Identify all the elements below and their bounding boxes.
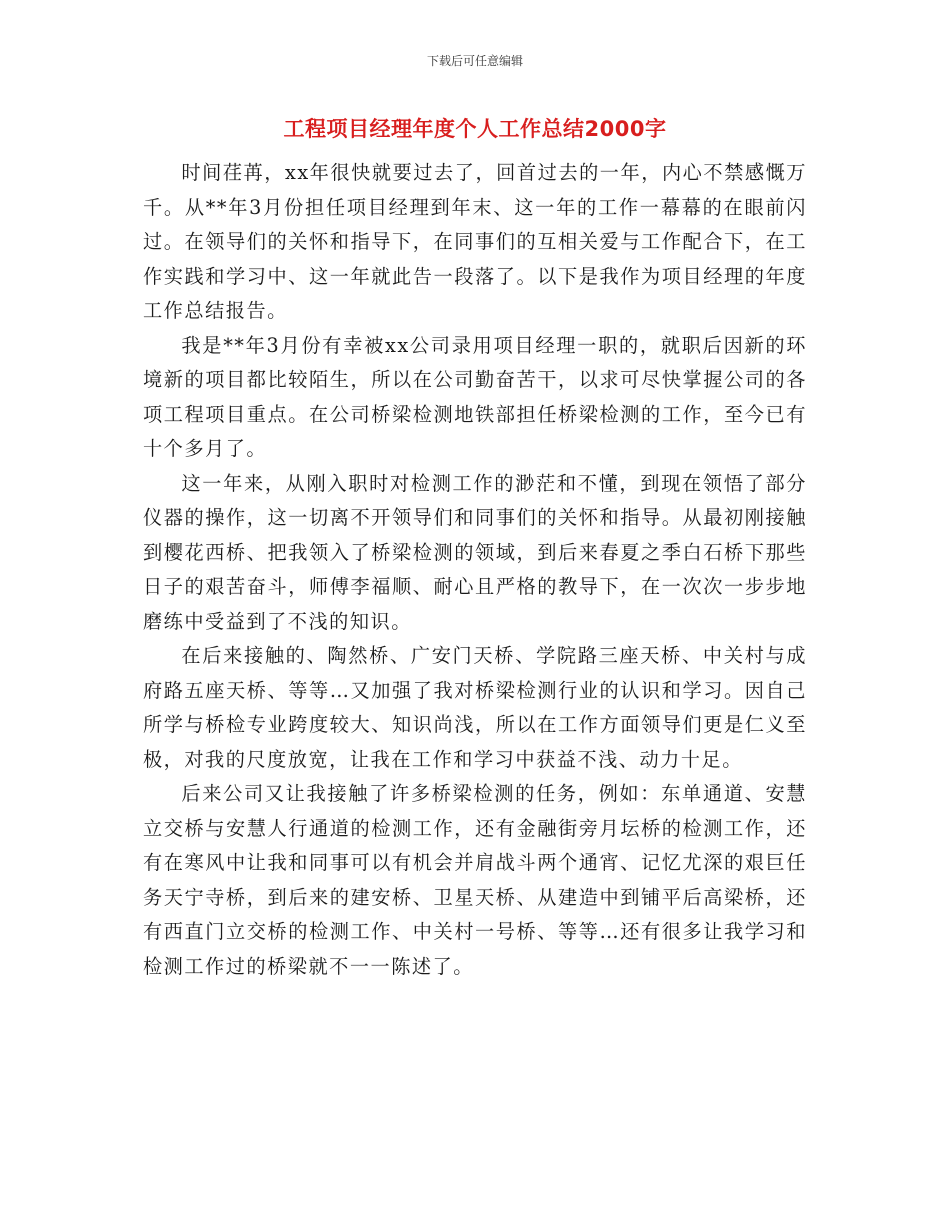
paragraph-2: 我是**年3月份有幸被xx公司录用项目经理一职的，就职后因新的环境新的项目都比较陌生，所以在公司勤奋苦干，以求可尽快掌握公司的各项工程项目重点。在公司桥梁检测地铁部担任桥梁检测的工作，至今已有十个多月了。: [143, 333, 807, 460]
paragraph-5: 后来公司又让我接触了许多桥梁检测的任务，例如：东单通道、安慧立交桥与安慧人行通道的检测工作，还有金融街旁月坛桥的检测工作，还有在寒风中让我和同事可以有机会并肩战斗两个通宵、记忆尤深的艰巨任务天宁寺桥，到后来的建安桥、卫星天桥、从建造中到铺平后高梁桥，还有西直门立交桥的检测工作、中关村一号桥、等等…还有很多让我学习和检测工作过的桥梁就不一一陈述了。: [143, 782, 807, 978]
header-note: 下载后可任意编辑: [426, 54, 523, 68]
paragraph-3: 这一年来，从刚入职时对检测工作的渺茫和不懂，到现在领悟了部分仪器的操作，这一切离不开领导们和同事们的关怀和指导。从最初刚接触到樱花西桥、把我领入了桥梁检测的领域，到后来春夏之季白石桥下那些日子的艰苦奋斗，师傅李福顺、耐心且严格的教导下，在一次次一步步地磨练中受益到了不浅的知识。: [143, 471, 807, 633]
document-title: 工程项目经理年度个人工作总结2000字: [283, 117, 667, 141]
paragraph-4: 在后来接触的、陶然桥、广安门天桥、学院路三座天桥、中关村与成府路五座天桥、等等…又加强了我对桥梁检测行业的认识和学习。因自己所学与桥检专业跨度较大、知识尚浅，所以在工作方面领导们更是仁义至极，对我的尺度放宽，让我在工作和学习中获益不浅、动力十足。: [143, 644, 807, 771]
document-body: [143, 156, 807, 984]
paragraph-1: 时间荏苒，xx年很快就要过去了，回首过去的一年，内心不禁感慨万千。从**年3月份担任项目经理到年末、这一年的工作一幕幕的在眼前闪过。在领导们的关怀和指导下，在同事们的互相关爱与工作配合下，在工作实践和学习中、这一年就此告一段落了。以下是我作为项目经理的年度工作总结报告。: [143, 161, 807, 322]
